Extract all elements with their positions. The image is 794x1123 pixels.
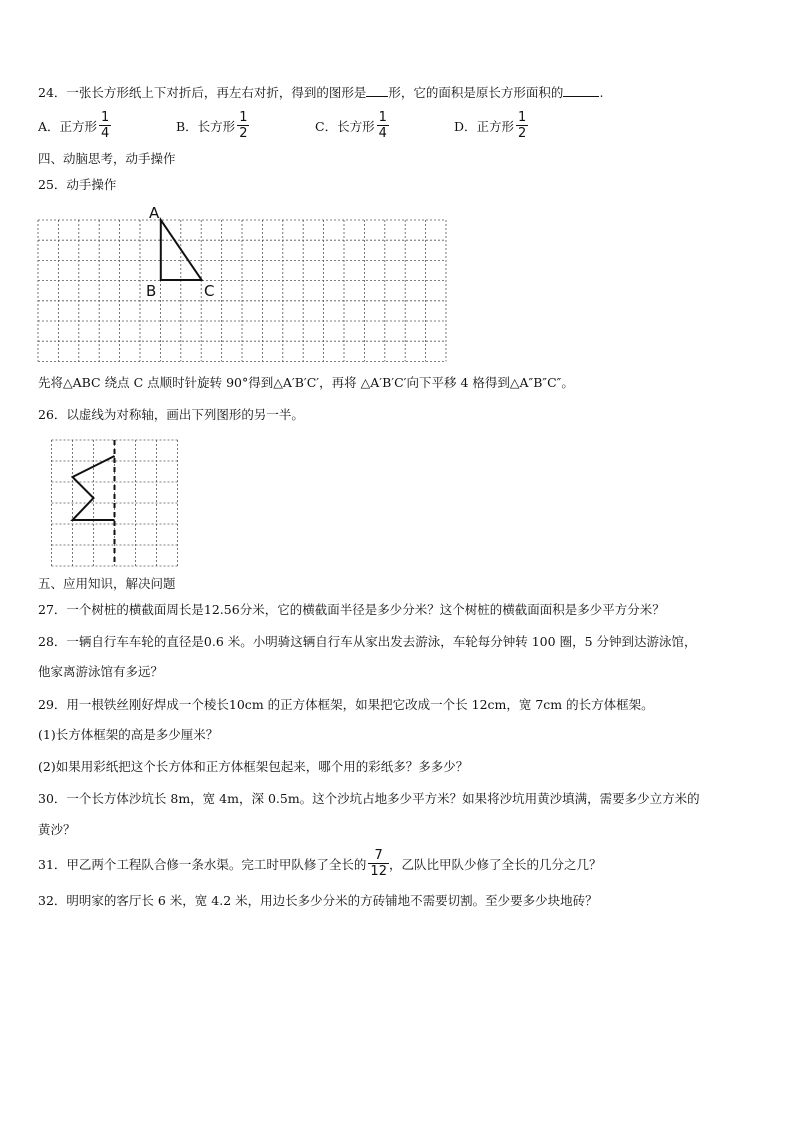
question-28-line-1: 28．一辆自行车车轮的直径是0.6 米。小明骑这辆自行车从家出发去游泳，车轮每分钟转 100 圈，5 分钟到达游泳馆， [38, 634, 697, 649]
option-d[interactable] [454, 110, 528, 141]
label-c: C [204, 282, 215, 300]
question-30-line-2: 黄沙？ [38, 822, 76, 837]
option-a-denominator: 4 [101, 126, 110, 141]
question-30-line-1: 30．一个长方体沙坑长 8m，宽 4m，深 0.5m。这个沙坑占地多少平方米？如果将沙坑用黄沙填满，需要多少立方米的 [38, 791, 700, 806]
option-a-numerator: 1 [101, 110, 110, 125]
option-d-label: D．正方形 [454, 118, 515, 134]
option-c-fraction [377, 110, 389, 141]
section-5-title: 五、应用知识，解决问题 [38, 576, 176, 591]
section-4-title: 四、动脑思考，动手操作 [38, 151, 176, 166]
question-24-text-a: 一张长方形纸上下对折后，再左右对折，得到的图形是 [66, 85, 367, 100]
option-c-numerator: 1 [378, 110, 387, 125]
option-b-denominator: 2 [239, 126, 248, 141]
grid-25-lines [38, 220, 446, 361]
question-31-text-b: ，乙队比甲队少修了全长的几分之几？ [388, 856, 602, 872]
label-b: B [146, 282, 157, 300]
question-31 [38, 848, 601, 879]
question-32-text: 32．明明家的客厅长 6 米，宽 4.2 米，用边长多少分米的方砖铺地不需要切割。至少要多少块地砖？ [38, 893, 598, 908]
option-b[interactable] [176, 110, 249, 141]
option-d-numerator: 1 [518, 110, 527, 125]
answer-blank-area[interactable] [563, 84, 599, 97]
grid-figure-26 [46, 436, 182, 570]
option-b-numerator: 1 [239, 110, 248, 125]
option-c[interactable] [315, 110, 389, 141]
question-31-fraction [368, 848, 389, 879]
option-a-label: A．正方形 [38, 118, 98, 134]
answer-blank-shape[interactable] [366, 84, 388, 97]
question-28-line-2: 他家离游泳馆有多远？ [38, 664, 164, 679]
question-27-text: 27．一个树桩的横截面周长是12.56分米，它的横截面半径是多少分米？这个树桩的横截面面积是多少平方分米？ [38, 602, 665, 617]
grid-figure-25 [30, 200, 460, 368]
option-d-denominator: 2 [518, 126, 527, 141]
question-29-text: 29．用一根铁丝刚好焊成一个棱长10cm 的正方体框架，如果把它改成一个长 12cm，宽 7cm 的长方体框架。 [38, 697, 654, 712]
question-24-number: 24． [38, 85, 67, 100]
question-29-sub-2: (2)如果用彩纸把这个长方体和正方体框架包起来，哪个用的彩纸多？多多少？ [38, 759, 469, 774]
question-25-title: 25．动手操作 [38, 177, 117, 192]
question-31-numerator: 7 [374, 848, 383, 863]
label-a: A [149, 204, 160, 222]
question-31-denominator: 12 [370, 864, 387, 879]
question-24-text-end: . [599, 85, 604, 100]
option-a-fraction [99, 110, 111, 141]
question-25-instruction: 先将△ABC 绕点 C 点顺时针旋转 90°得到△A′B′C′，再将 △A′B′C′向下平移 4 格得到△A″B″C″。 [38, 375, 574, 390]
question-31-text-a: 31．甲乙两个工程队合修一条水渠。完工时甲队修了全长的 [38, 856, 367, 872]
option-c-label: C．长方形 [315, 118, 375, 134]
option-c-denominator: 4 [378, 126, 387, 141]
question-24-text-b: 形，它的面积是原长方形面积的 [388, 85, 564, 100]
option-a[interactable] [38, 110, 111, 141]
option-b-fraction [237, 110, 249, 141]
option-b-label: B．长方形 [176, 118, 236, 134]
question-29-sub-1: (1)长方体框架的高是多少厘米？ [38, 727, 219, 742]
question-26-text: 26．以虚线为对称轴，画出下列图形的另一半。 [38, 407, 304, 422]
triangle-abc [161, 220, 202, 280]
option-d-fraction [516, 110, 528, 141]
question-24 [38, 84, 603, 101]
